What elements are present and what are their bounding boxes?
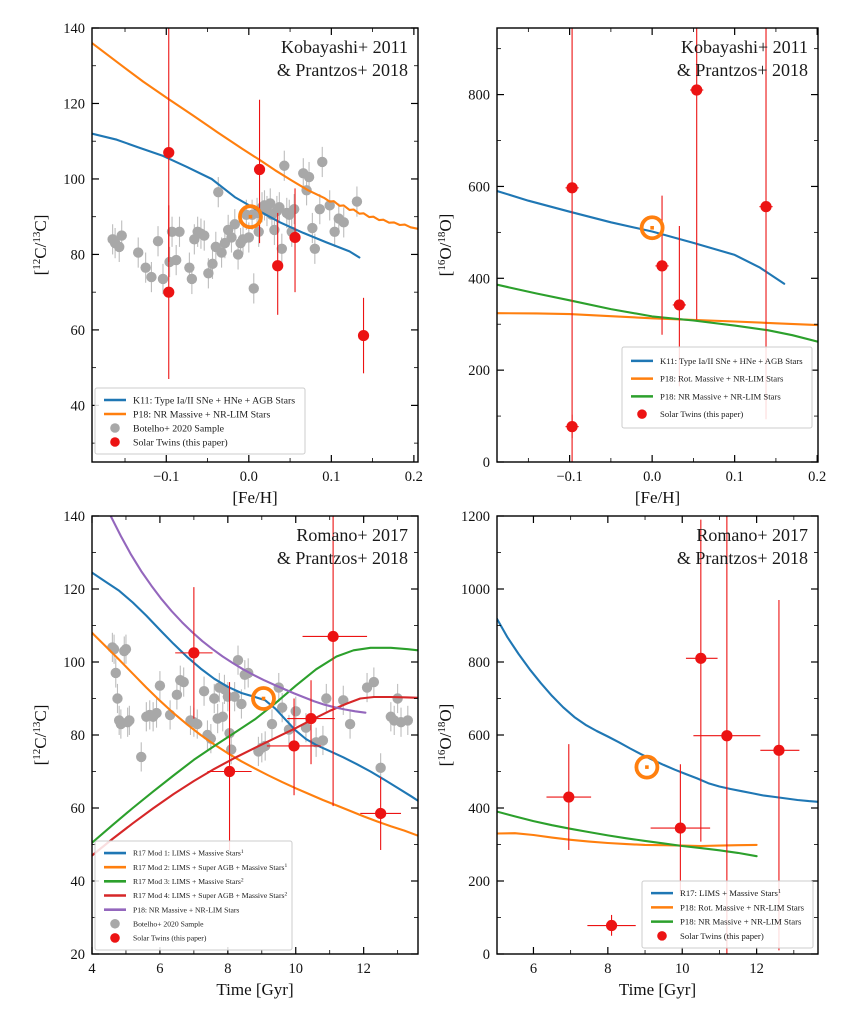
legend-item-label: Solar Twins (this paper) xyxy=(680,930,764,941)
sample-point xyxy=(121,644,131,654)
sample-point xyxy=(178,677,188,687)
sample-point xyxy=(249,283,259,293)
sample-point xyxy=(318,735,328,745)
sample-point xyxy=(304,172,314,182)
sample-point xyxy=(187,274,197,284)
panel-title-line: & Prantzos+ 2018 xyxy=(676,548,808,568)
x-tick-label: 0.2 xyxy=(404,469,423,485)
y-tick-label: 140 xyxy=(63,509,85,525)
panel-title-line: & Prantzos+ 2018 xyxy=(276,60,408,80)
sample-point xyxy=(203,268,213,278)
y-tick-label: 0 xyxy=(482,947,490,963)
y-tick-label: 800 xyxy=(468,87,490,104)
sample-point xyxy=(307,223,317,233)
sample-point xyxy=(158,274,168,284)
y-tick-label: 120 xyxy=(63,96,85,113)
legend-swatch-dot xyxy=(110,933,120,943)
legend-item-label: Solar Twins (this paper) xyxy=(133,933,207,943)
sample-point xyxy=(291,706,301,716)
y-tick-label: 400 xyxy=(468,271,490,288)
y-axis-label: [$^{12}$C/$^{13}$C] xyxy=(31,214,50,276)
sample-point xyxy=(218,712,228,722)
y-tick-label: 100 xyxy=(63,655,85,671)
y-tick-label: 100 xyxy=(63,171,85,188)
x-tick-label: 12 xyxy=(749,961,764,977)
legend-swatch-dot xyxy=(110,423,120,433)
sample-point xyxy=(289,204,299,214)
sample-point xyxy=(369,677,379,687)
x-tick-label: 0.1 xyxy=(725,469,744,485)
y-tick-label: 600 xyxy=(468,728,490,744)
legend-top-right xyxy=(622,347,812,428)
x-tick-label: 0.0 xyxy=(239,469,258,485)
sample-point xyxy=(109,644,119,654)
panel-title-line: Romano+ 2017 xyxy=(696,525,808,545)
sample-point xyxy=(111,668,121,678)
y-axis-label: [$^{16}$O/$^{18}$O] xyxy=(436,213,455,277)
y-tick-label: 120 xyxy=(63,582,85,598)
sample-point xyxy=(124,715,134,725)
sample-point xyxy=(226,232,236,242)
legend-item-label: K11: Type Ia/II SNe + HNe + AGB Stars xyxy=(660,355,803,366)
solar-twin-point xyxy=(674,299,685,310)
x-tick-label: 6 xyxy=(156,961,164,977)
legend-bottom-right xyxy=(642,881,813,948)
sample-point xyxy=(174,227,184,237)
x-tick-label: 0.0 xyxy=(643,469,662,485)
legend-item-label: R17 Mod 2: LIMS + Super AGB + Massive Stars$^1$ xyxy=(133,862,288,872)
sample-point xyxy=(151,708,161,718)
x-tick-label: 8 xyxy=(224,961,232,977)
sample-point xyxy=(199,230,209,240)
sample-point xyxy=(172,690,182,700)
y-axis-label: [$^{12}$C/$^{13}$C] xyxy=(31,704,50,766)
sample-point xyxy=(133,247,143,257)
sample-point xyxy=(352,196,362,206)
y-tick-label: 800 xyxy=(468,655,490,671)
solar-twin-point xyxy=(272,260,283,271)
x-axis-label: Time [Gyr] xyxy=(618,980,697,999)
y-tick-label: 200 xyxy=(468,874,490,890)
sample-point xyxy=(403,715,413,725)
legend-item-label: P18: NR Massive + NR-LIM Stars xyxy=(660,391,781,402)
solar-twin-point xyxy=(656,260,667,271)
solar-twin-point xyxy=(566,182,577,193)
legend-item-label: R17: LIMS + Massive Stars$^1$ xyxy=(680,888,782,899)
panel-title-line: & Prantzos+ 2018 xyxy=(276,548,408,568)
solar-twin-point xyxy=(288,740,299,751)
solar-twin-point xyxy=(695,653,706,664)
sample-point xyxy=(329,227,339,237)
panel-title-line: Romano+ 2017 xyxy=(296,525,408,545)
solar-twin-point xyxy=(721,730,732,741)
solar-twin-point xyxy=(773,745,784,756)
solar-twin-point xyxy=(375,808,386,819)
solar-twin-point xyxy=(328,631,339,642)
sun-center-dot xyxy=(650,226,654,230)
legend-item-label: R17 Mod 1: LIMS + Massive Stars$^1$ xyxy=(133,848,244,858)
legend-item-label: P18: NR Massive + NR-LIM Stars xyxy=(680,916,802,927)
x-axis-label: [Fe/H] xyxy=(232,488,278,507)
sample-point xyxy=(310,244,320,254)
panel-title-line: & Prantzos+ 2018 xyxy=(676,60,808,80)
sample-point xyxy=(233,249,243,259)
x-tick-label: 6 xyxy=(529,961,538,977)
y-tick-label: 60 xyxy=(70,322,85,339)
sample-point xyxy=(315,204,325,214)
solar-twin-point xyxy=(760,201,771,212)
sun-center-dot xyxy=(262,697,266,701)
sample-point xyxy=(117,230,127,240)
sample-point xyxy=(136,752,146,762)
sample-point xyxy=(236,699,246,709)
solar-twin-point xyxy=(566,421,577,432)
sample-point xyxy=(230,219,240,229)
legend-item-label: R17 Mod 4: LIMS + Super AGB + Massive Stars$^2$ xyxy=(133,891,288,901)
sample-point xyxy=(321,693,331,703)
sample-point xyxy=(114,242,124,252)
sample-point xyxy=(199,686,209,696)
solar-twin-point xyxy=(691,84,702,95)
solar-twin-point xyxy=(224,766,235,777)
solar-twin-point xyxy=(305,713,316,724)
sample-point xyxy=(392,693,402,703)
x-tick-label: 10 xyxy=(674,961,690,977)
y-tick-label: 1200 xyxy=(461,509,490,525)
y-tick-label: 80 xyxy=(70,247,85,264)
legend-swatch-dot xyxy=(637,409,647,419)
legend-item-label: Solar Twins (this paper) xyxy=(133,437,228,449)
sample-point xyxy=(267,719,277,729)
x-axis-label: [Fe/H] xyxy=(634,488,681,507)
x-tick-label: −0.1 xyxy=(153,469,180,485)
sample-point xyxy=(207,259,217,269)
y-tick-label: 140 xyxy=(63,21,85,37)
solar-twin-point xyxy=(675,822,686,833)
legend-item-label: Solar Twins (this paper) xyxy=(660,409,744,420)
solar-twin-point xyxy=(188,647,199,658)
x-tick-label: 8 xyxy=(604,961,612,977)
x-tick-label: −0.1 xyxy=(556,469,583,485)
legend-item-label: Botelho+ 2020 Sample xyxy=(133,919,204,929)
legend-swatch-dot xyxy=(110,919,120,929)
sample-point xyxy=(140,262,150,272)
sample-point xyxy=(171,255,181,265)
solar-twin-point xyxy=(163,147,174,158)
sun-center-dot xyxy=(249,215,253,219)
sample-point xyxy=(339,217,349,227)
y-axis-label: [$^{16}$O/$^{18}$O] xyxy=(436,703,455,767)
sample-point xyxy=(216,247,226,257)
sample-point xyxy=(375,763,385,773)
y-tick-label: 1000 xyxy=(461,582,490,598)
legend-swatch-dot xyxy=(657,931,667,941)
legend-bottom-left xyxy=(95,841,292,950)
legend-item-label: Botelho+ 2020 Sample xyxy=(133,423,225,435)
solar-twin-point xyxy=(606,920,617,931)
legend-item-label: K11: Type Ia/II SNe + HNe + AGB Stars xyxy=(133,395,296,407)
x-tick-label: 12 xyxy=(356,961,371,977)
solar-twin-point xyxy=(563,791,574,802)
y-tick-label: 80 xyxy=(70,728,85,744)
sample-point xyxy=(279,161,289,171)
sample-point xyxy=(155,681,165,691)
sample-point xyxy=(153,236,163,246)
solar-twin-point xyxy=(289,232,300,243)
panel-title-line: Kobayashi+ 2011 xyxy=(681,37,808,57)
solar-twin-point xyxy=(163,287,174,298)
legend-item-label: P18: Rot. Massive + NR-LIM Stars xyxy=(660,373,784,384)
solar-twin-point xyxy=(358,330,369,341)
x-tick-label: 0.2 xyxy=(808,469,827,485)
sample-point xyxy=(317,157,327,167)
y-tick-label: 40 xyxy=(70,398,85,415)
sample-point xyxy=(112,693,122,703)
x-tick-label: 0.1 xyxy=(322,469,341,485)
sample-point xyxy=(146,272,156,282)
legend-top-left xyxy=(95,388,305,454)
panel-title-line: Kobayashi+ 2011 xyxy=(281,37,408,57)
y-tick-label: 60 xyxy=(70,801,85,817)
sample-point xyxy=(192,719,202,729)
y-tick-label: 400 xyxy=(468,801,490,817)
sample-point xyxy=(213,187,223,197)
legend-item-label: P18: Rot. Massive + NR-LIM Stars xyxy=(680,902,805,913)
legend-item-label: P18: NR Massive + NR-LIM Stars xyxy=(133,409,271,421)
y-tick-label: 600 xyxy=(468,179,490,196)
sample-point xyxy=(209,693,219,703)
y-tick-label: 200 xyxy=(468,363,490,380)
legend-swatch-dot xyxy=(110,437,120,447)
sun-center-dot xyxy=(645,765,649,769)
y-tick-label: 0 xyxy=(482,455,490,471)
sample-point xyxy=(244,232,254,242)
x-tick-label: 10 xyxy=(288,961,303,977)
x-axis-label: Time [Gyr] xyxy=(216,980,294,999)
y-tick-label: 20 xyxy=(70,947,85,963)
sample-point xyxy=(184,262,194,272)
solar-twin-point xyxy=(254,164,265,175)
x-tick-label: 4 xyxy=(88,961,96,977)
legend-item-label: R17 Mod 3: LIMS + Massive Stars$^2$ xyxy=(133,877,244,887)
legend-item-label: P18: NR Massive + NR-LIM Stars xyxy=(133,905,240,915)
y-tick-label: 40 xyxy=(70,874,85,890)
sample-point xyxy=(345,719,355,729)
